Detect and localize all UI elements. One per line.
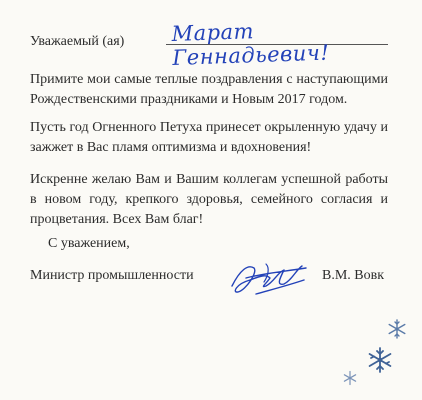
salutation-row (30, 19, 390, 70)
closing-phrase: С уважением, (48, 236, 130, 251)
handwritten-recipient-name: Марат Геннадьевич! (171, 19, 330, 70)
paragraph-colleagues: Искренне желаю Вам и Вашим коллегам успешной работы в новом году, крепкого здоровья, семейного согласия и процветания. Всех Вам благ! (30, 172, 388, 227)
signatory-name: В.М. Вовк (322, 268, 385, 283)
paragraph-wishes: Пусть год Огненного Петуха принесет окрыленную удачу и зажжет в Вас пламя оптимизма и вдохновения! (30, 120, 388, 155)
snowflake-icon (366, 346, 394, 374)
snowflake-icon (342, 370, 358, 386)
salutation-prefix: Уважаемый (ая) (30, 34, 125, 49)
snowflake-icon (386, 318, 408, 340)
signatory-title: Министр промышленности (30, 268, 194, 283)
paragraph-congratulations: Примите мои самые теплые поздравления с наступающими Рождественскими праздниками и Новым 2017 годом. (30, 72, 388, 107)
handwritten-signature (226, 256, 310, 298)
